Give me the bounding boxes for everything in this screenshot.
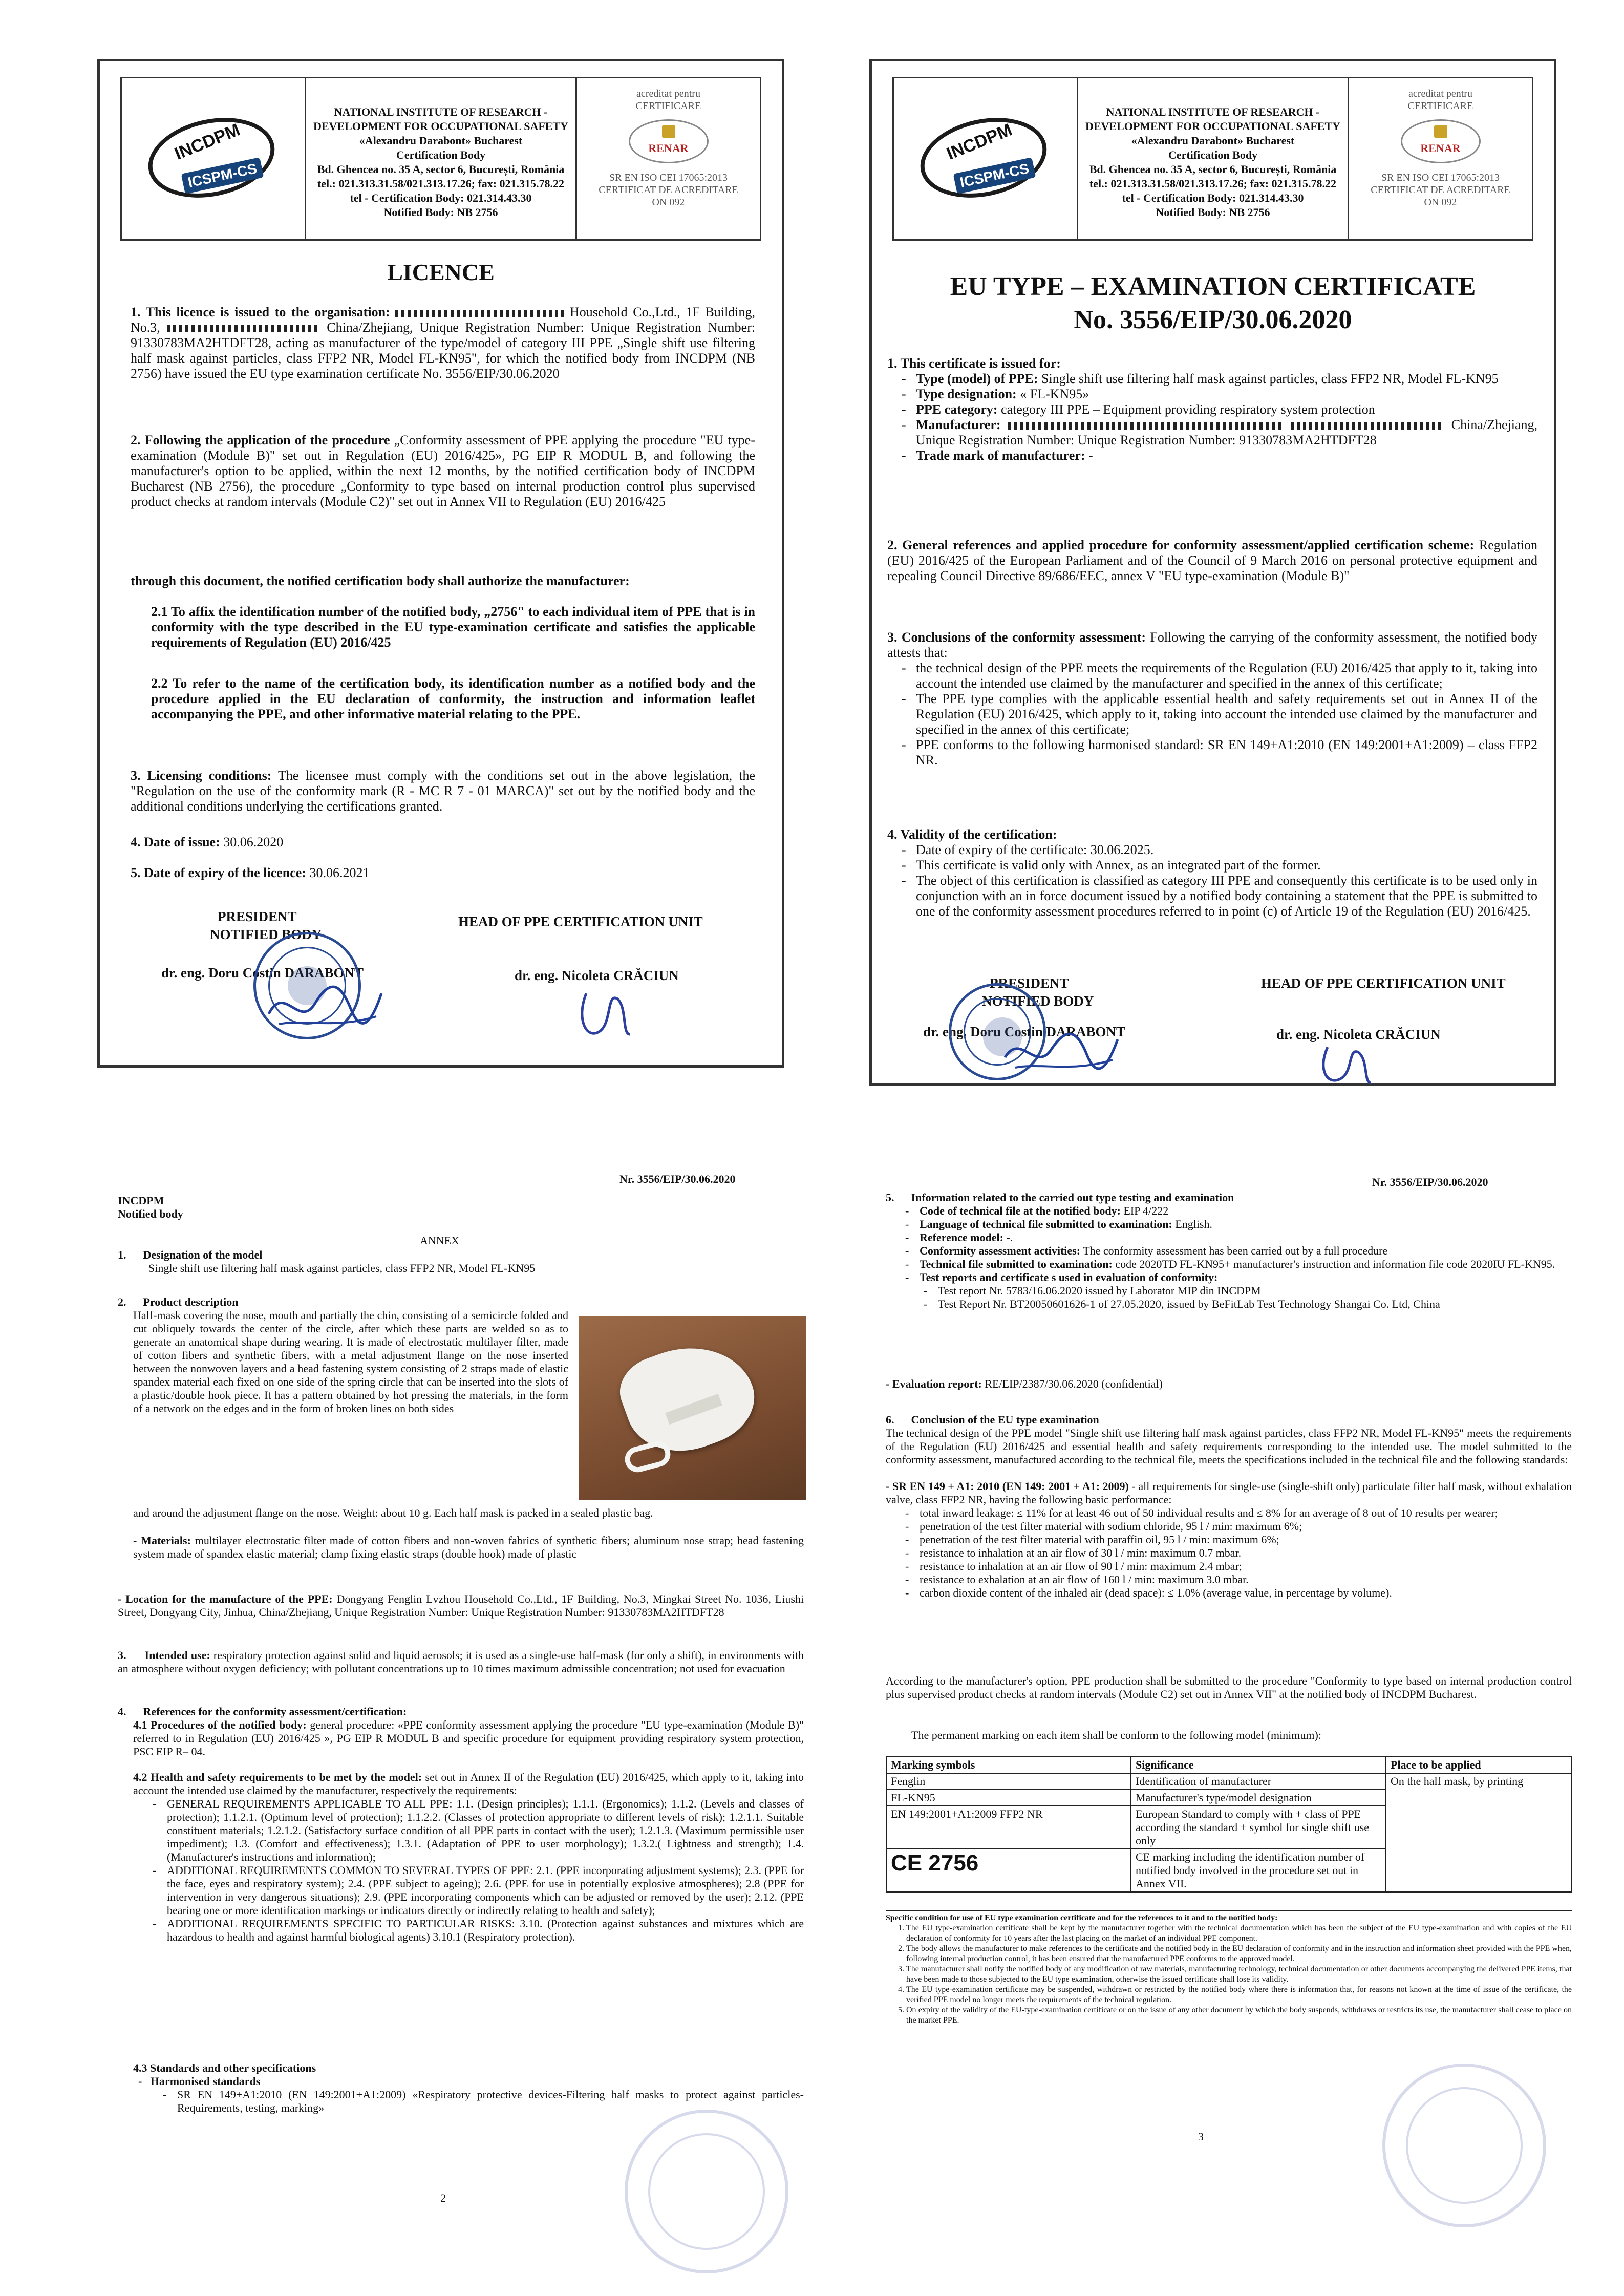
notified-body-title: NOTIFIED BODY — [982, 993, 1094, 1009]
president-title: PRESIDENT — [990, 975, 1069, 991]
annex-s41: 4.1 Procedures of the notified body: general procedure: «PPE conformity assessment applying the procedure "EU type-examination (Module B)" referred to in Regulation (EU) 2016/425 », PG EIP R MODUL B and specific procedure for equipment providing respiratory system protection, PSC EIP R– 04. — [133, 1718, 804, 1758]
annex-org: INCDPM — [118, 1194, 164, 1207]
incdpm-logo: INCDPM ICSPM-CS — [894, 78, 1078, 239]
certificate-title: EU TYPE – EXAMINATION CERTIFICATE — [950, 272, 1476, 301]
institute-header — [120, 77, 761, 241]
watermark-stamp — [625, 2110, 788, 2273]
licence-section-1: 1. This licence is issued to the organisation: Household Co.,Ltd., 1F Building, No.3, China/Zhejiang, Unique Registration Number: Unique Registration Number: 91330783MA2HTDFT28, acting as manufacturer of the type/model of category III PPE „Single shift use filtering half mask against particles, class FFP2 NR, Model FL-KN95", for which the notified body from INCDPM (NB 2756) have issued the EU type examination certificate No. 3556/EIP/30.06.2020 — [131, 305, 756, 381]
head-unit-name: dr. eng. Nicoleta CRĂCIUN — [515, 968, 679, 983]
licence-date-expiry: 5. Date of expiry of the licence: 30.06.2021 — [131, 865, 370, 880]
annex-s43: 4.3 Standards and other specifications — [133, 2061, 316, 2074]
head-unit-name: dr. eng. Nicoleta CRĂCIUN — [1276, 1027, 1441, 1042]
marking-table: Marking symbols Significance Place to be applied Fenglin Identification of manufacturer On the half mask, by printing FL-KN95 Manufacturer's type/model designation EN 149:2001+A1:2009 FFP2 NR European Standard to comply with + class of PPE according the standard + symbol for single shift use only CE 2756 CE marking including the identification number of notified body involved in the procedure set out in Annex VII. — [886, 1756, 1572, 1893]
page-number: 2 — [440, 2192, 446, 2204]
renar-seal: RENAR — [629, 119, 709, 163]
annex-eval: - Evaluation report: RE/EIP/2387/30.06.2020 (confidential) — [886, 1377, 1163, 1390]
mask-photo — [579, 1316, 806, 1500]
cert-section-1: 1. This certificate is issued for: - Type (model) of PPE: Single shift use filtering half mask against particles, class FFP2 NR, Model FL-KN95 - Type designation: « FL-KN95» - PPE category: category III PPE – Equipment providing respiratory system protection - Manufacturer: China/Zhejiang, Unique Registration Number: Unique Registration Number: 91330783MA2HTDFT28 - Trade mark of manufacturer: - — [887, 356, 1537, 463]
incdpm-logo: INCDPM ICSPM-CS — [122, 78, 306, 239]
annex-title: ANNEX — [420, 1234, 459, 1247]
annex-s42: 4.2 Health and safety requirements to be met by the model: set out in Annex II of the Regulation (EU) 2016/425, which apply to it, taking into account the intended use claimed by the manufacturer, respectively the requirements: - GENERAL REQUIREMENTS APPLICABLE TO ALL PPE: 1.1. (Design principles); 1.1.1. (Ergonomics); 1.1.2. (Levels and classes of protection); 1.1.2.1. (Optimum level of protection); 1.1.2.2. (Classes of protection appropriate to different levels of risk); 1.2.1.1. Suitable constituent materials; 1.2.1.2. (Satisfactory surface condition of all PPE parts in contact with the user); 1.2.1.3. (Maximum permissible user impediment); 1.3. (Comfort and effectiveness); 1.3.1. (Adaptation of PPE to user morphology); 1.3.2.( Lightness and strength); 1.4. (Manufacturer's instructions and information); - ADDITIONAL REQUIREMENTS COMMON TO SEVERAL TYPES OF PPE: 2.1. (PPE incorporating adjustment systems); 2.3. (PPE for the face, eyes and respiratory system); 2.4. (PPE subject to ageing); 2.6. (PPE for use in potentially explosive atmospheres); 2.8 (PPE for intervention in very dangerous situations); 2.9. (PPE incorporating components which can be adjusted or removed by the user); 2.12. (PPE bearing one or more identification markings or indicators directly or indirectly relating to health and safety); - ADDITIONAL REQUIREMENTS SPECIFIC TO PARTICULAR RISKS: 3.10. (Protection against substances and mixtures which are hazardous to health and against harmful biological agents) 3.10.1 (Respiratory protection). — [133, 1771, 804, 1944]
institute-header — [892, 77, 1533, 241]
president-name: dr. eng. Doru Costin DARABONT — [161, 965, 364, 981]
annex-s4-head: 4. References for the conformity assessment/certification: — [118, 1705, 407, 1718]
notified-body-title: NOTIFIED BODY — [210, 927, 322, 942]
annex-s5-list: - Code of technical file at the notified body: EIP 4/222 - Language of technical file submitted to examination: English. - Reference model: -. - Conformity assessment activities: The conformity assessment has been carried out by a full procedure - Technical file submitted to examination: code 2020TD FL-KN95+ manufacturer's instruction and information file code 2020IU FL-KN95. - Test reports and certificate s used in evaluation of conformity: - Test report Nr. 5783/16.06.2020 issued by Laborator MIP din INCDPM - Test Report Nr. BT20050601626-1 of 27.05.2020, issued by BeFitLab Test Technology Shangai Co. Ltd, China — [901, 1204, 1572, 1311]
annex-s1: 1. Designation of the model Single shift use filtering half mask against particles, class FFP2 NR, Model FL-KN95 — [118, 1248, 536, 1274]
licence-section-2-1: 2.1 To affix the identification number of the notified body, „2756" to each individual item of PPE that is in conformity with the type described in the EU type-examination certificate and satisfies the applicable requirements of Regulation (EU) 2016/425 — [151, 604, 755, 650]
annex-s5-head: 5. Information related to the carried out type testing and examination — [886, 1191, 1234, 1204]
annex-perm: The permanent marking on each item shall be conform to the following model (minimum): — [911, 1729, 1321, 1741]
cert-section-4: 4. Validity of the certification: - Date of expiry of the certificate: 30.06.2025. - This certificate is valid only with Annex, as an integrated part of the former. - The object of this certification is classified as category III PPE and consequently this certificate is to be used only in conjunction with an in force document issued by a notified body containing a statement that the PPE is submitted to one of the conformity assessment procedures referred to in point (c) of Article 19 of the Regulation (EU) 2016/425. — [887, 827, 1537, 919]
licence-section-3: 3. Licensing conditions: The licensee must comply with the conditions set out in the above legislation, the "Regulation on the use of the conformity mark (R - MC R 7 - 01 MARCA)" set out by the notified body and the additional conditions underlying the certifications granted. — [131, 768, 755, 814]
licence-title: LICENCE — [387, 259, 495, 285]
licence-section-2-2: 2.2 To refer to the name of the certification body, its identification number as a notified body and the procedure applied in the EU declaration of conformity, the instruction and information leaflet accompanying the PPE, and other informative material relating to the PPE. — [151, 676, 755, 721]
watermark-stamp — [1382, 2064, 1546, 2227]
annex-s2-text: Half-mask covering the nose, mouth and partially the chin, consisting of a semicircle folded and cut obliquely towards the center of the circle, after which these parts are welded so as to generate an anatomical shape during wearing. It is made of electrostatic multilayer filter, made of cotton fibers and synthetic fibers, with a metal adjustment flange on the nose inserted between the nonwoven layers and a head fastening system consisting of 2 straps made of elastic spandex material each fixed on one side of the spring circle that can be inserted into the slots of a plastic/double hook piece. It has a pattern obtained by hot pressing the materials, in the form of a network on the edges and in the form of broken lines on both sides — [133, 1309, 568, 1415]
licence-through: through this document, the notified certification body shall authorize the manufacturer: — [131, 573, 630, 588]
annex-harmonised: - SR EN 149+A1:2010 (EN 149:2001+A1:2009) «Respiratory protective devices-Filtering half masks to protect against particles- Requirements, testing, marking» — [159, 2088, 804, 2115]
head-unit-signature — [1312, 1042, 1379, 1088]
annex-page-2 — [102, 1157, 819, 2284]
annex-s3: 3. Intended use: respiratory protection against solid and liquid aerosols; it is used as a single-use half-mask (for only a shift), in environments with an atmosphere without oxygen deficiency; with pollutant concentrations up to 10 times maximum admissible concentration; not used for evacuation — [118, 1649, 804, 1675]
annex-ref: Nr. 3556/EIP/30.06.2020 — [1372, 1176, 1488, 1188]
annex-materials: - Materials: multilayer electrostatic filter made of cotton fibers and non-woven fabrics of synthetic fibers; aluminum nose strap; head fastening system made of spandex elastic material; clamp fixing elastic straps (double hook) made of plastic — [133, 1534, 804, 1560]
annex-ref: Nr. 3556/EIP/30.06.2020 — [619, 1173, 736, 1185]
licence-page — [97, 59, 784, 1068]
head-unit-signature — [571, 983, 637, 1045]
accreditation-box: acreditat pentru CERTIFICARE RENAR SR EN ISO CEI 17065:2013 CERTIFICAT DE ACREDITARE ON 092 — [1348, 78, 1532, 239]
cert-section-2: 2. General references and applied procedure for conformity assessment/applied certification scheme: Regulation (EU) 2016/425 of the European Parliament and of the Council of 9 March 2016 on personal protective equipment and repealing Council Directive 89/686/EEC, annex V "EU type-examination (Module B)" — [887, 538, 1537, 583]
annex-s2-head: 2. Product description — [118, 1295, 239, 1308]
president-signature — [1000, 1022, 1123, 1078]
certificate-page — [869, 59, 1556, 1086]
accreditation-box: acreditat pentru CERTIFICARE RENAR SR EN ISO CEI 17065:2013 CERTIFICAT DE ACREDITARE ON 092 — [575, 78, 760, 239]
head-unit-title: HEAD OF PPE CERTIFICATION UNIT — [1261, 975, 1506, 991]
president-title: PRESIDENT — [218, 909, 297, 924]
annex-s6-head: 6. Conclusion of the EU type examination — [886, 1413, 1099, 1426]
annex-harmonised-head: - Harmonised standards — [138, 2075, 261, 2088]
annex-std: - SR EN 149 + A1: 2010 (EN 149: 2001 + A1: 2009) - all requirements for single-use (single-shift only) particulate filter half mask, without exhalation valve, class FFP2 NR, having the following basic performance: — [886, 1480, 1572, 1506]
head-unit-title: HEAD OF PPE CERTIFICATION UNIT — [458, 914, 703, 929]
institute-address: NATIONAL INSTITUTE OF RESEARCH - DEVELOPMENT FOR OCCUPATIONAL SAFETY «Alexandru Darabont» Bucharest Certification Body Bd. Ghencea no. 35 A, sector 6, București, România tel.: 021.313.31.58/021.313.17.26; fax: 021.315.78.22 tel - Certification Body: 021.314.43.30 Notified Body: NB 2756 — [1085, 105, 1341, 219]
president-signature — [264, 973, 387, 1039]
annex-option: According to the manufacturer's option, PPE production shall be submitted to the procedure "Conformity to type based on internal production control plus supervised product checks at random intervals (Module C2) set out in Annex VII" at the notified body of INCDPM Bucharest. — [886, 1674, 1572, 1700]
licence-date-issue: 4. Date of issue: 30.06.2020 — [131, 835, 284, 849]
annex-org-sub: Notified body — [118, 1207, 183, 1220]
annex-location: - Location for the manufacture of the PPE: Dongyang Fenglin Lvzhou Household Co.,Ltd., 1F Building, No.3, Mingkai Street No. 1036, Liushi Street, Dongyang City, Jinhua, China/Zhejiang, Unique Registration Number: Unique Registration Number: 91330783MA2HTDFT28 — [118, 1592, 804, 1619]
specific-conditions: Specific condition for use of EU type examination certificate and for the references to it and to the notified body: 1. The EU type-examination certificate shall be kept by the manufacturer together with the technical documentation which has been the subject of the EU type-examination and with copies of the EU declaration of conformity for 10 years after the last placing on the market of an individual PPE component. 2. The body allows the manufacturer to make references to the certificate and the notified body in the EU declaration of conformity and in the instruction and information sheet provided with the PPE when, following internal production control, it has been ensured that the manufactured PPE conforms to the approved model. 3. The manufacturer shall notify the notified body of any modification of raw materials, manufacturing technology, technical documentation or other documents accompanying the delivered PPE items, that have been made to those subjected to the EU type examination, otherwise the issued certificate shall lose its validity. 4. The EU type-examination certificate may be suspended, withdrawn or restricted by the notified body where there is information that, for reasons not known at the time of issue of the certificate, the verified PPE model no longer meets the requirements of the technical regulation. 5. On expiry of the validity of the EU-type-examination certificate or on the issue of any other document by which the body suspends, withdraws or restricts its use, the manufacturer shall cease to place on the market PPE. — [886, 1913, 1572, 2026]
renar-seal: RENAR — [1401, 119, 1481, 163]
licence-section-2: 2. Following the application of the procedure „Conformity assessment of PPE applying the procedure "EU type-examination (Module B)" set out in Regulation (EU) 2016/425», PG EIP R MODUL B, and following the manufacturer's option to be applied, within the next 12 months, by the notified certification body of INCDPM Bucharest (NB 2756), the procedure „Conformity to type based on internal production control plus supervised product checks at random intervals (Module C2)" set out in Annex VII to Regulation (EU) 2016/425 — [131, 433, 756, 509]
annex-s2-text-cont: and around the adjustment flange on the nose. Weight: about 10 g. Each half mask is packed in a sealed plastic bag. — [133, 1506, 653, 1519]
certificate-number: No. 3556/EIP/30.06.2020 — [1074, 305, 1352, 334]
annex-page-3 — [870, 1157, 1608, 2284]
annex-s6: The technical design of the PPE model "Single shift use filtering half mask against particles, class FFP2 NR, Model FL-KN95" meets the requirements of the Regulation (EU) 2016/425 and essential health and safety requirements corresponding to the intended use. The model submitted to the conformity assessment, manufactured according to the technical file, meets the specifications included in the technical file and the following standards: — [886, 1427, 1572, 1466]
president-name: dr. eng. Doru Costin DARABONT — [923, 1024, 1126, 1039]
cert-section-3: 3. Conclusions of the conformity assessment: Following the carrying of the conformity assessment, the notified body attests that: - the technical design of the PPE meets the requirements of the Regulation (EU) 2016/425 that apply to it, taking into account the intended use claimed by the manufacturer and specified in the annex of this certificate; - The PPE type complies with the applicable essential health and safety requirements set out in Annex II of the Regulation (EU) 2016/425, which apply to it, taking into account the intended use claimed by the manufacturer and specified in the annex of this certificate; - PPE conforms to the following harmonised standard: SR EN 149+A1:2010 (EN 149:2001+A1:2009) – class FFP2 NR. — [887, 630, 1537, 768]
page-number: 3 — [1198, 2130, 1204, 2143]
institute-address: NATIONAL INSTITUTE OF RESEARCH - DEVELOPMENT FOR OCCUPATIONAL SAFETY «Alexandru Darabont» Bucharest Certification Body Bd. Ghencea no. 35 A, sector 6, București, România tel.: 021.313.31.58/021.313.17.26; fax: 021.315.78.22 tel - Certification Body: 021.314.43.30 Notified Body: NB 2756 — [313, 105, 569, 219]
annex-performance: - total inward leakage: ≤ 11% for at least 46 out of 50 individual results and ≤ 8% for an average of 8 out of 10 results per wearer; - penetration of the test filter material with sodium chloride, 95 l / min: maximum 6%; - penetration of the test filter material with paraffin oil, 95 l / min: maximum 6%; - resistance to inhalation at an air flow of 30 l / min: maximum 0.7 mbar. - resistance to inhalation at an air flow of 90 l / min: maximum 2.4 mbar; - resistance to exhalation at an air flow of 160 l / min: maximum 3.0 mbar. - carbon dioxide content of the inhaled air (dead space): ≤ 1.0% (average value, in percentage by volume). — [901, 1506, 1572, 1600]
